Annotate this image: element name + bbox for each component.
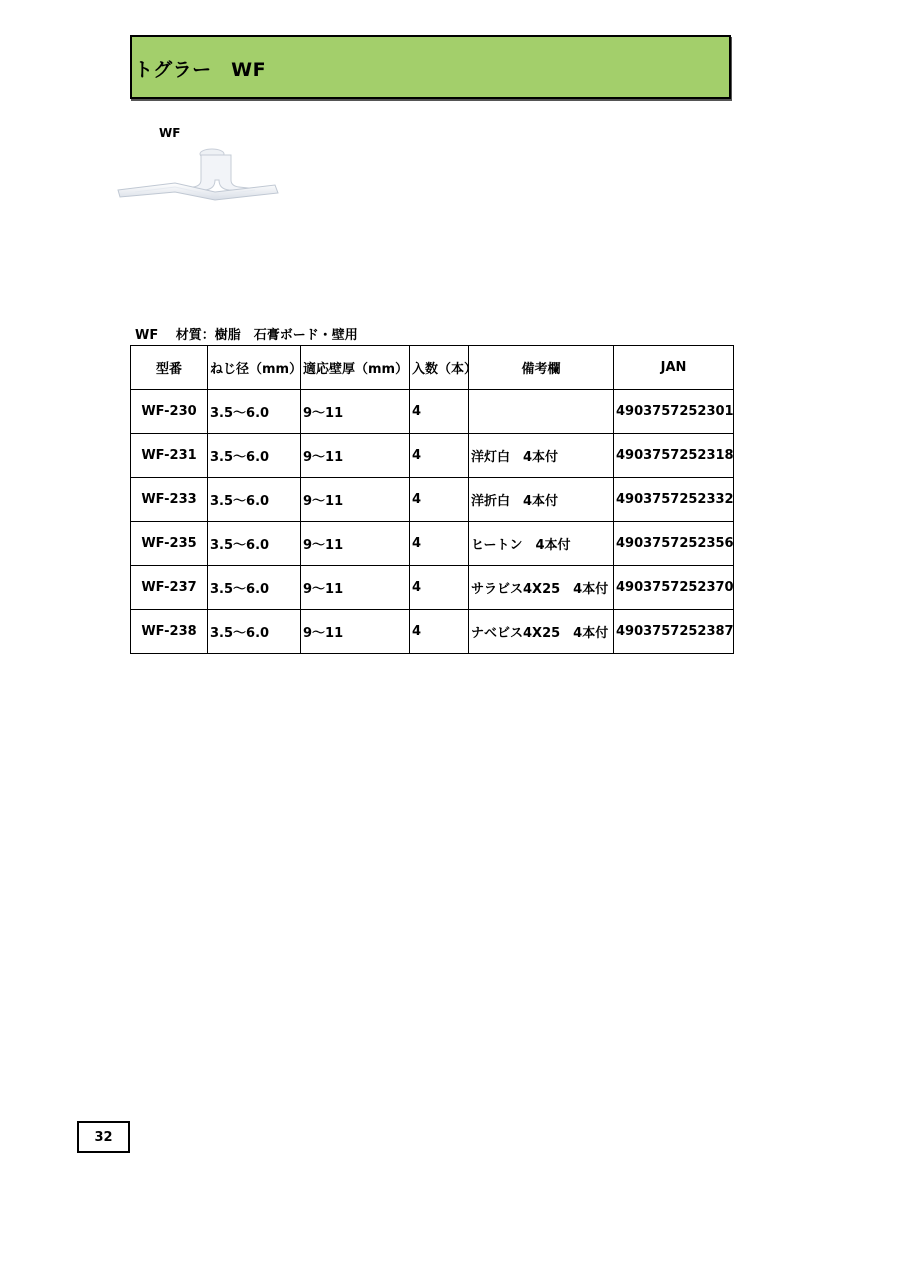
cell-jan: 4903757252301 — [614, 390, 734, 434]
table-row — [131, 434, 734, 478]
cell-remarks: ナベビス4X25 4本付 — [469, 610, 614, 654]
cell-screw-diameter: 3.5～6.0 — [208, 522, 301, 566]
table-row — [131, 478, 734, 522]
cell-wall-thickness: 9～11 — [301, 434, 410, 478]
table-row — [131, 610, 734, 654]
col-header-remarks: 備考欄 — [469, 346, 614, 390]
cell-model: WF-238 — [131, 610, 208, 654]
cell-quantity: 4 — [410, 478, 469, 522]
cell-quantity: 4 — [410, 566, 469, 610]
cell-wall-thickness: 9～11 — [301, 478, 410, 522]
cell-screw-diameter: 3.5～6.0 — [208, 478, 301, 522]
cell-screw-diameter: 3.5～6.0 — [208, 434, 301, 478]
cell-model: WF-230 — [131, 390, 208, 434]
cell-wall-thickness: 9～11 — [301, 390, 410, 434]
cell-quantity: 4 — [410, 434, 469, 478]
cell-screw-diameter: 3.5～6.0 — [208, 566, 301, 610]
cell-jan: 4903757252356 — [614, 522, 734, 566]
col-header-screw-diameter: ねじ径（mm） — [208, 346, 301, 390]
cell-model: WF-231 — [131, 434, 208, 478]
cell-jan: 4903757252332 — [614, 478, 734, 522]
cell-screw-diameter: 3.5～6.0 — [208, 390, 301, 434]
table-header-row — [131, 346, 734, 390]
cell-model: WF-235 — [131, 522, 208, 566]
cell-jan: 4903757252387 — [614, 610, 734, 654]
table-row — [131, 390, 734, 434]
cell-remarks: サラビス4X25 4本付 — [469, 566, 614, 610]
cell-quantity: 4 — [410, 610, 469, 654]
cell-remarks — [469, 390, 614, 434]
table-row — [131, 522, 734, 566]
toggler-product-image — [115, 140, 280, 214]
table-row — [131, 566, 734, 610]
col-header-model: 型番 — [131, 346, 208, 390]
col-header-jan: JAN — [614, 346, 734, 390]
cell-wall-thickness: 9～11 — [301, 610, 410, 654]
col-header-wall-thickness: 適応壁厚（mm） — [301, 346, 410, 390]
page-title: トグラー WF — [134, 59, 267, 81]
cell-model: WF-233 — [131, 478, 208, 522]
spec-caption: WF 材質：樹脂 石膏ボード・壁用 — [135, 328, 358, 343]
cell-remarks: ヒートン 4本付 — [469, 522, 614, 566]
cell-quantity: 4 — [410, 522, 469, 566]
col-header-quantity: 入数（本） — [410, 346, 469, 390]
cell-jan: 4903757252318 — [614, 434, 734, 478]
cell-jan: 4903757252370 — [614, 566, 734, 610]
cell-remarks: 洋灯白 4本付 — [469, 434, 614, 478]
title-bar — [130, 35, 731, 99]
cell-quantity: 4 — [410, 390, 469, 434]
cell-model: WF-237 — [131, 566, 208, 610]
page-number: 32 — [94, 1129, 113, 1145]
cell-screw-diameter: 3.5～6.0 — [208, 610, 301, 654]
cell-remarks: 洋折白 4本付 — [469, 478, 614, 522]
cell-wall-thickness: 9～11 — [301, 522, 410, 566]
product-label: WF — [159, 126, 181, 140]
page-number-box — [77, 1121, 130, 1153]
spec-table — [130, 345, 734, 654]
cell-wall-thickness: 9～11 — [301, 566, 410, 610]
